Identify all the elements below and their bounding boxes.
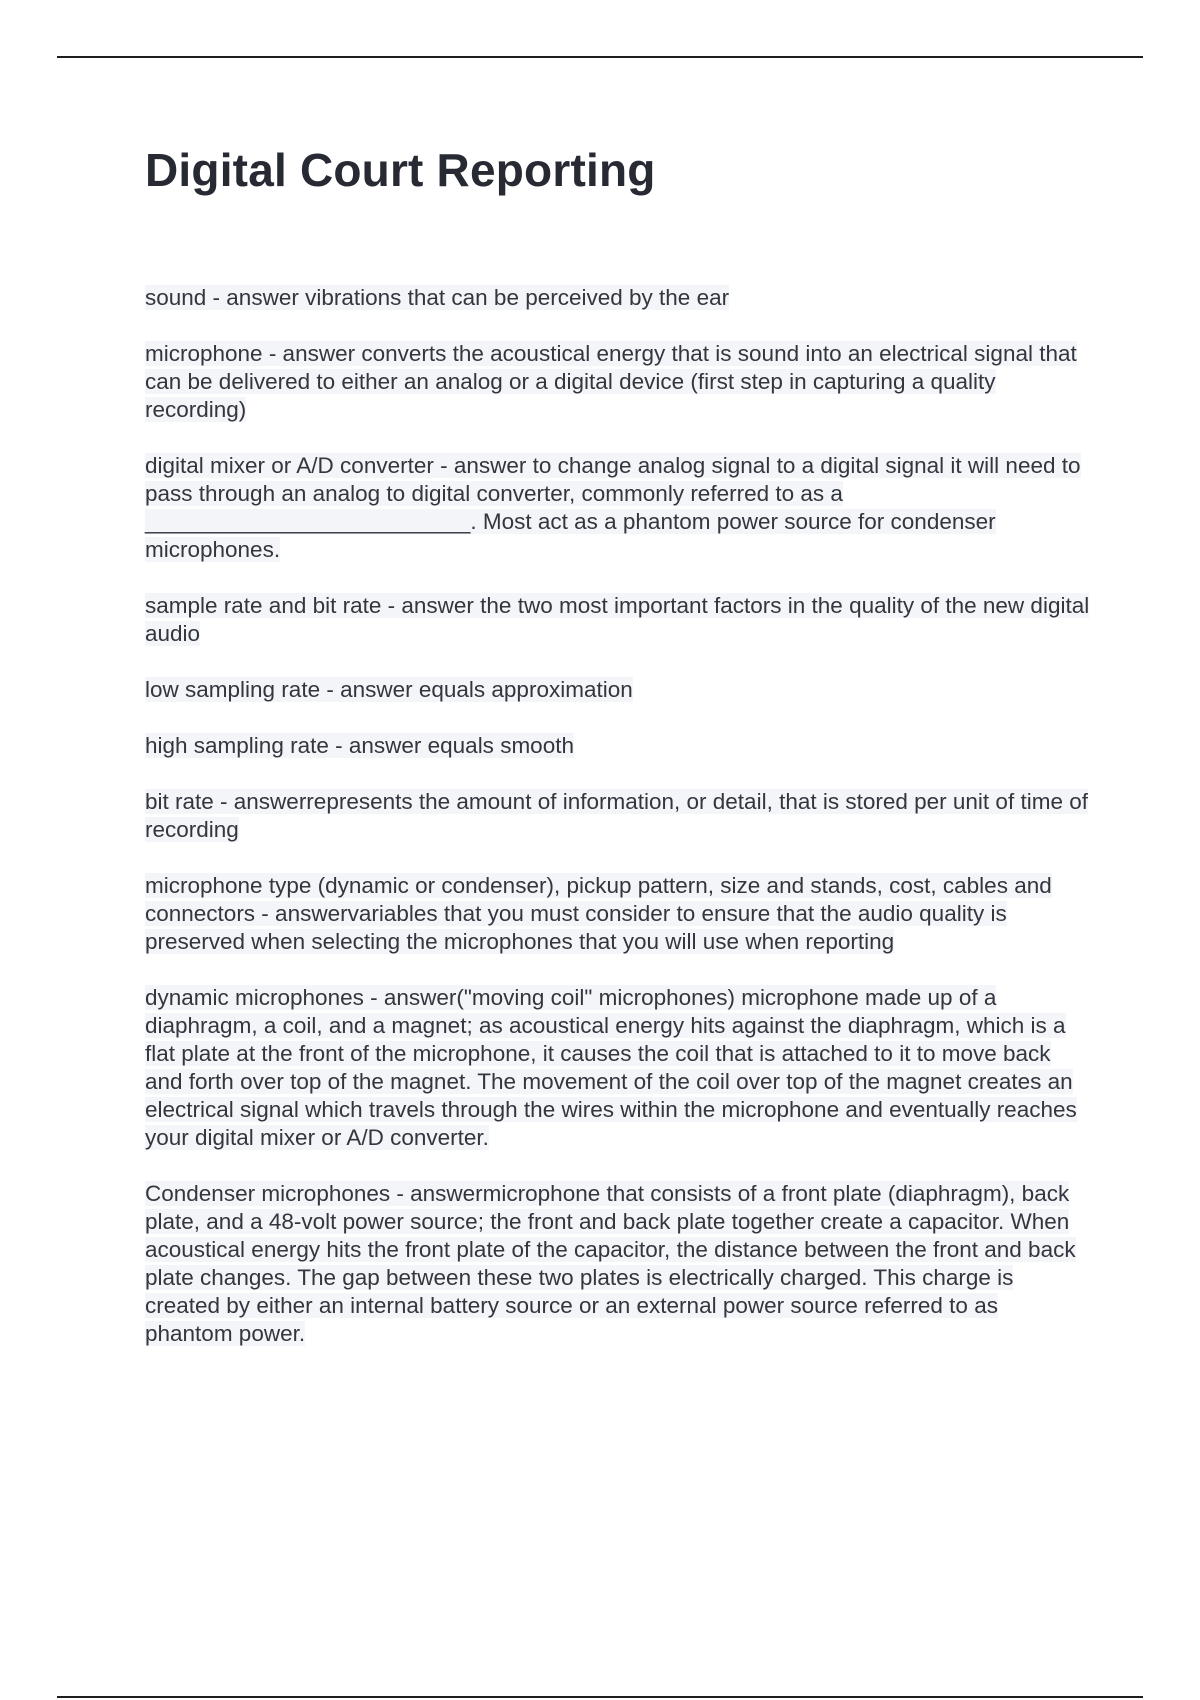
flashcard-text: sound - answer vibrations that can be perceived by the ear <box>145 285 730 310</box>
flashcard-text: microphone type (dynamic or condenser), pickup pattern, size and stands, cost, cables and connectors - answervariables that you must consider to ensure that the audio quality is preserved when selecting the microphones that you will use when reporting <box>145 873 1052 954</box>
flashcard-entry <box>145 592 1090 648</box>
flashcard-entry <box>145 984 1090 1152</box>
flashcard-text: dynamic microphones - answer("moving coil" microphones) microphone made up of a diaphragm, a coil, and a magnet; as acoustical energy hits against the diaphragm, which is a flat plate at the front of the microphone, it causes the coil that is attached to it to move back and forth over top of the magnet. The movement of the coil over top of the magnet creates an electrical signal which travels through the wires within the microphone and eventually reaches your digital mixer or A/D converter. <box>145 985 1077 1150</box>
flashcard-entry <box>145 788 1090 844</box>
flashcard-text: microphone - answer converts the acoustical energy that is sound into an electrical signal that can be delivered to either an analog or a digital device (first step in capturing a quality recording) <box>145 341 1077 422</box>
flashcard-entry <box>145 340 1090 424</box>
flashcard-entry <box>145 284 1090 312</box>
flashcard-entry <box>145 732 1090 760</box>
page-title: Digital Court Reporting <box>145 144 656 196</box>
flashcard-text: Condenser microphones - answermicrophone that consists of a front plate (diaphragm), back plate, and a 48-volt power source; the front and back plate together create a capacitor. When acoustical energy hits the front plate of the capacitor, the distance between the front and back plate changes. The gap between these two plates is electrically charged. This charge is created by either an internal battery source or an external power source referred to as phantom power. <box>145 1181 1076 1346</box>
flashcard-entry <box>145 676 1090 704</box>
flashcard-entry <box>145 1180 1090 1348</box>
bottom-divider <box>57 1696 1143 1698</box>
flashcard-entry <box>145 452 1090 564</box>
flashcard-text: bit rate - answerrepresents the amount of information, or detail, that is stored per unit of time of recording <box>145 789 1088 842</box>
flashcard-entry <box>145 872 1090 956</box>
top-divider <box>57 56 1143 58</box>
flashcard-text: digital mixer or A/D converter - answer to change analog signal to a digital signal it will need to pass through an analog to digital converter, commonly referred to as a __________________________. Most act as a phantom power source for condenser microphones. <box>145 453 1081 562</box>
flashcard-text: high sampling rate - answer equals smooth <box>145 733 574 758</box>
flashcard-text: sample rate and bit rate - answer the two most important factors in the quality of the new digital audio <box>145 593 1090 646</box>
flashcard-list <box>145 284 1090 1376</box>
flashcard-text: low sampling rate - answer equals approximation <box>145 677 633 702</box>
